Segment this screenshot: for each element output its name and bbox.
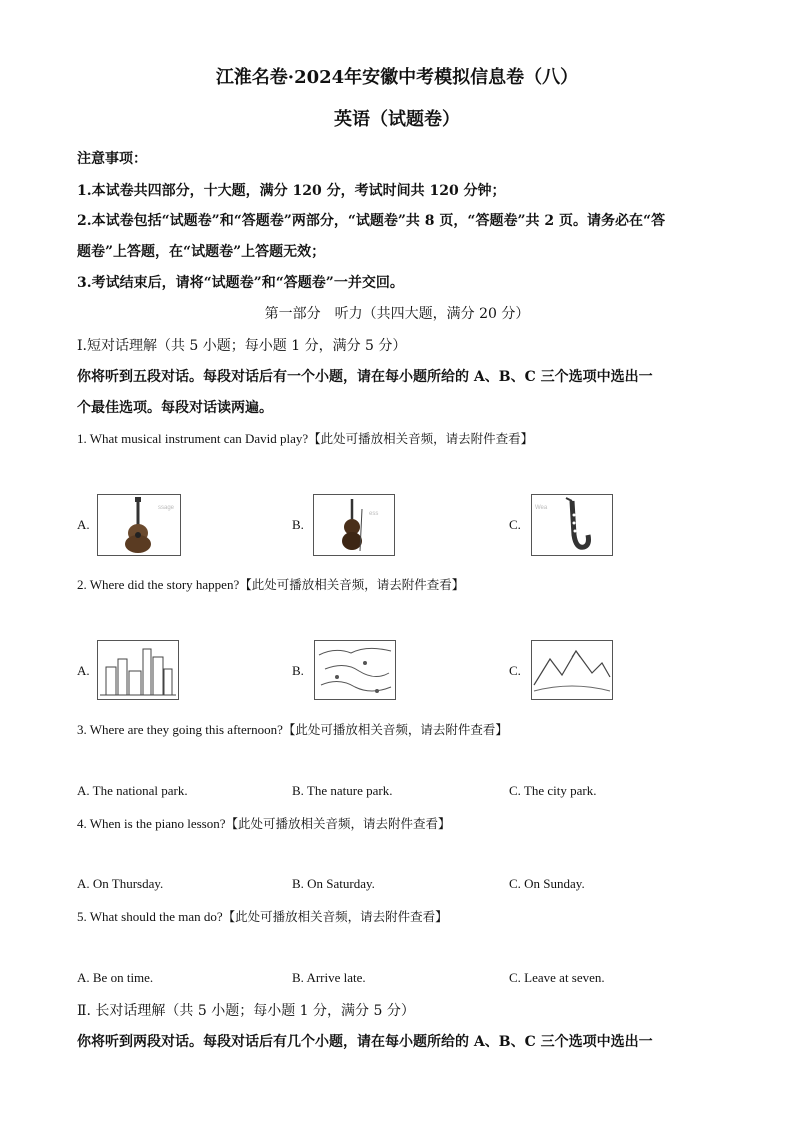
audio-note[interactable]: 【此处可播放相关音频，请去附件查看】	[308, 431, 534, 446]
saxophone-icon[interactable]	[531, 494, 613, 556]
option-letter[interactable]: B.	[292, 663, 304, 678]
question-3	[77, 720, 508, 738]
question-stem: 3. Where are they going this afternoon?	[77, 722, 283, 737]
svg-text:Wea: Wea	[535, 505, 548, 511]
question-5	[77, 907, 448, 925]
notes-item: 题卷”上答题，在“试题卷”上答题无效；	[77, 244, 326, 260]
option-a[interactable]: A. On Thursday.	[77, 876, 164, 891]
countryside-icon[interactable]	[314, 640, 396, 700]
option-c[interactable]: C. Leave at seven.	[509, 970, 605, 985]
question-stem: 1. What musical instrument can David play?	[77, 431, 309, 446]
notes-item: 2.本试卷包括“试题卷”和“答题卷”两部分，“试题卷”共 8 页，“答题卷”共 2 页。请务必在“答	[77, 213, 666, 229]
notes-heading: 注意事项：	[77, 151, 147, 167]
option-letter[interactable]: A.	[77, 663, 90, 678]
option-b[interactable]: B. Arrive late.	[292, 970, 366, 985]
option-b[interactable]: B. The nature park.	[292, 783, 393, 798]
section-heading: Ⅱ. 长对话理解（共 5 小题；每小题 1 分，满分 5 分）	[77, 1003, 415, 1019]
question-stem: 5. What should the man do?	[77, 909, 223, 924]
option-a[interactable]: A. Be on time.	[77, 970, 154, 985]
mountain-icon[interactable]	[531, 640, 613, 700]
audio-note[interactable]: 【此处可播放相关音频，请去附件查看】	[239, 577, 465, 592]
notes-item: 1.本试卷共四部分，十大题，满分 120 分，考试时间共 120 分钟；	[77, 183, 506, 199]
option-letter[interactable]: C.	[509, 517, 521, 532]
page-title: 江淮名卷·2024年安徽中考模拟信息卷（八）	[215, 67, 579, 88]
question-stem: 4. When is the piano lesson?	[77, 816, 226, 831]
section-instruction: 个最佳选项。每段对话读两遍。	[77, 400, 273, 416]
notes-item: 3.考试结束后，请将“试题卷”和“答题卷”一并交回。	[77, 275, 404, 291]
option-a[interactable]: A. The national park.	[77, 783, 188, 798]
violin-icon[interactable]	[313, 494, 395, 556]
section-instruction: 你将听到两段对话。每段对话后有几个小题，请在每小题所给的 A、B、C 三个选项中选出一	[77, 1034, 653, 1050]
option-letter[interactable]: B.	[292, 517, 304, 532]
part-heading: 第一部分 听力（共四大题，满分 20 分）	[264, 306, 530, 322]
guitar-icon[interactable]	[97, 494, 181, 556]
audio-note[interactable]: 【此处可播放相关音频，请去附件查看】	[225, 816, 451, 831]
question-4	[77, 814, 451, 832]
option-c[interactable]: C. The city park.	[509, 783, 597, 798]
section-heading: Ⅰ.短对话理解（共 5 小题；每小题 1 分，满分 5 分）	[77, 338, 407, 354]
option-letter[interactable]: C.	[509, 663, 521, 678]
page-subtitle: 英语（试题卷）	[334, 109, 460, 130]
question-stem: 2. Where did the story happen?	[77, 577, 240, 592]
svg-text:ess: ess	[369, 511, 379, 517]
option-letter[interactable]: A.	[77, 517, 90, 532]
option-c[interactable]: C. On Sunday.	[509, 876, 585, 891]
option-b[interactable]: B. On Saturday.	[292, 876, 375, 891]
audio-note[interactable]: 【此处可播放相关音频，请去附件查看】	[282, 722, 508, 737]
audio-note[interactable]: 【此处可播放相关音频，请去附件查看】	[222, 909, 448, 924]
section-instruction: 你将听到五段对话。每段对话后有一个小题，请在每小题所给的 A、B、C 三个选项中选出一	[77, 369, 653, 385]
city-icon[interactable]	[97, 640, 179, 700]
svg-text:ssage: ssage	[158, 505, 175, 511]
question-1	[77, 429, 533, 447]
question-2	[77, 575, 464, 593]
